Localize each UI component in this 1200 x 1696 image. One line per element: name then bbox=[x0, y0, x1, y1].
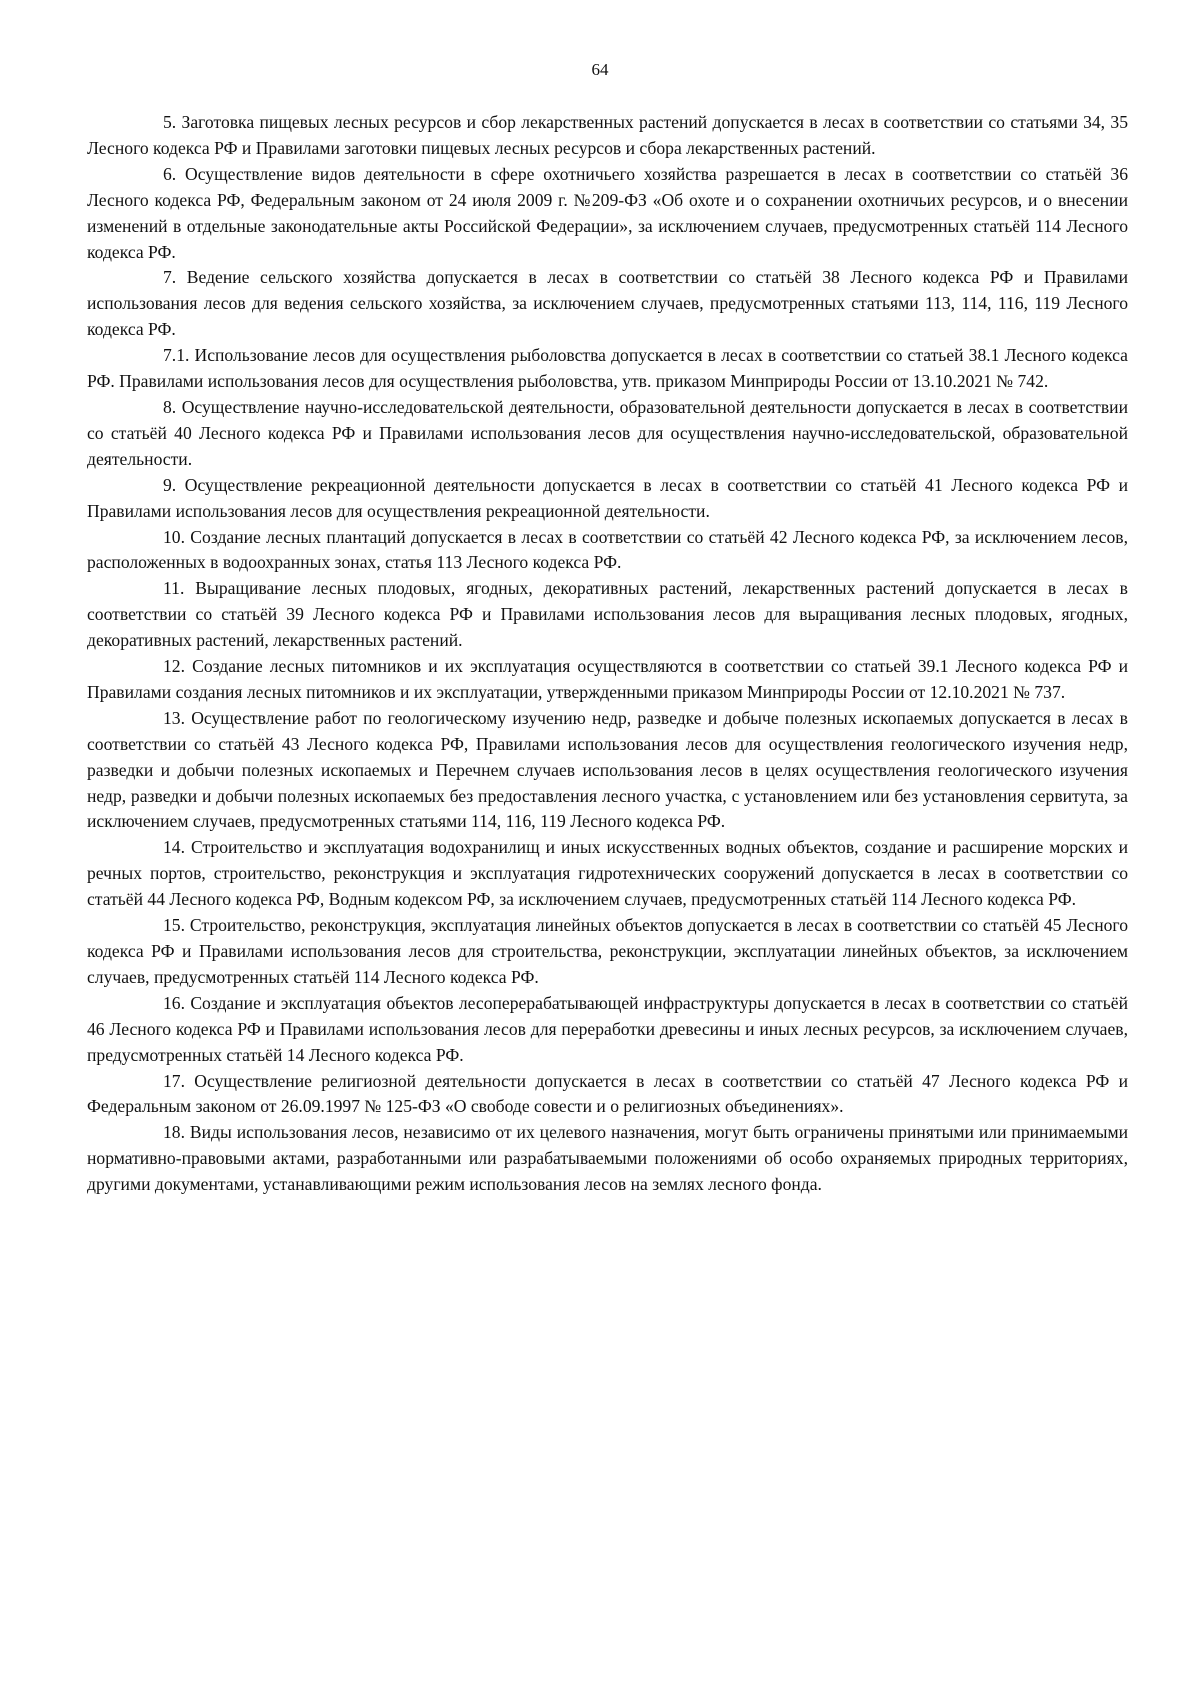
paragraph-15: 15. Строительство, реконструкция, эксплуатация линейных объектов допускается в лесах в соответствии со статьёй 45 Лесного кодекса РФ и Правилами использования лесов для строительства, реконструкции, эксплуатации линейных объектов, за исключением случаев, предусмотренных статьёй 114 Лесного кодекса РФ. bbox=[87, 915, 1128, 987]
paragraph-9: 9. Осуществление рекреационной деятельности допускается в лесах в соответствии со статьёй 41 Лесного кодекса РФ и Правилами использования лесов для осуществления рекреационной деятельности. bbox=[87, 474, 1128, 521]
page-number: 64 bbox=[591, 60, 609, 79]
paragraph-12: 12. Создание лесных питомников и их эксплуатация осуществляются в соответствии со статьей 39.1 Лесного кодекса РФ и Правилами создания лесных питомников и их эксплуатации, утвержденными приказом Минприроды России от 12.10.2021 № 737. bbox=[87, 656, 1128, 702]
paragraph-13: 13. Осуществление работ по геологическому изучению недр, разведке и добыче полезных ископаемых допускается в лесах в соответствии со статьёй 43 Лесного кодекса РФ, Правилами использования лесов для осуществления геологического изучения недр, разведки и добычи полезных ископаемых и Перечнем случаев использования лесов в целях осуществления геологического изучения недр, разведки и добычи полезных ископаемых без предоставления лесного участка, с установлением или без установления сервитута, за исключением случаев, предусмотренных статьями 114, 116, 119 Лесного кодекса РФ. bbox=[87, 707, 1128, 832]
paragraph-8: 8. Осуществление научно-исследовательской деятельности, образовательной деятельности допускается в лесах в соответствии со статьёй 40 Лесного кодекса РФ и Правилами использования лесов для осуществления научно-исследовательской, образовательной деятельности. bbox=[87, 396, 1128, 469]
paragraph-5: 5. Заготовка пищевых лесных ресурсов и сбор лекарственных растений допускается в лесах в соответствии со статьями 34, 35 Лесного кодекса РФ и Правилами заготовки пищевых лесных ресурсов и сбора лекарственных растений. bbox=[87, 112, 1128, 158]
paragraph-14: 14. Строительство и эксплуатация водохранилищ и иных искусственных водных объектов, создание и расширение морских и речных портов, строительство, реконструкция и эксплуатация гидротехнических сооружений допускается в лесах в соответствии со статьёй 44 Лесного кодекса РФ, Водным кодексом РФ, за исключением случаев, предусмотренных статьёй 114 Лесного кодекса РФ. bbox=[87, 837, 1128, 910]
paragraph-18: 18. Виды использования лесов, независимо от их целевого назначения, могут быть ограничены принятыми или принимаемыми нормативно-правовыми актами, разработанными или разрабатываемыми положениями об особо охраняемых природных территориях, другими документами, устанавливающими режим использования лесов на землях лесного фонда. bbox=[87, 1122, 1128, 1195]
paragraph-6: 6. Осуществление видов деятельности в сфере охотничьего хозяйства разрешается в лесах в соответствии со статьёй 36 Лесного кодекса РФ, Федеральным законом от 24 июля 2009 г. №209-ФЗ «Об охоте и о сохранении охотничьих ресурсов, и о внесении изменений в отдельные законодательные акты Российской Федерации», за исключением случаев, предусмотренных статьёй 114 Лесного кодекса РФ. bbox=[87, 163, 1128, 262]
paragraph-17: 17. Осуществление религиозной деятельности допускается в лесах в соответствии со статьёй 47 Лесного кодекса РФ и Федеральным законом от 26.09.1997 № 125-ФЗ «О свободе совести и о религиозных объединениях». bbox=[87, 1070, 1128, 1117]
document-body bbox=[87, 110, 1128, 1198]
paragraph-11: 11. Выращивание лесных плодовых, ягодных, декоративных растений, лекарственных растений допускается в лесах в соответствии со статьёй 39 Лесного кодекса РФ и Правилами использования лесов для выращивания лесных плодовых, ягодных, декоративных растений, лекарственных растений. bbox=[87, 578, 1128, 651]
paragraph-7-1: 7.1. Использование лесов для осуществления рыболовства допускается в лесах в соответствии со статьей 38.1 Лесного кодекса РФ. Правилами использования лесов для осуществления рыболовства, утв. приказом Минприроды России от 13.10.2021 № 742. bbox=[87, 345, 1128, 392]
paragraph-7: 7. Ведение сельского хозяйства допускается в лесах в соответствии со статьёй 38 Лесного кодекса РФ и Правилами использования лесов для ведения сельского хозяйства, за исключением случаев, предусмотренных статьями 113, 114, 116, 119 Лесного кодекса РФ. bbox=[87, 267, 1128, 340]
paragraph-10: 10. Создание лесных плантаций допускается в лесах в соответствии со статьёй 42 Лесного кодекса РФ, за исключением лесов, расположенных в водоохранных зонах, статья 113 Лесного кодекса РФ. bbox=[87, 526, 1128, 573]
paragraph-16: 16. Создание и эксплуатация объектов лесоперерабатывающей инфраструктуры допускается в лесах в соответствии со статьёй 46 Лесного кодекса РФ и Правилами использования лесов для переработки древесины и иных лесных ресурсов, за исключением случаев, предусмотренных статьёй 14 Лесного кодекса РФ. bbox=[87, 992, 1128, 1065]
